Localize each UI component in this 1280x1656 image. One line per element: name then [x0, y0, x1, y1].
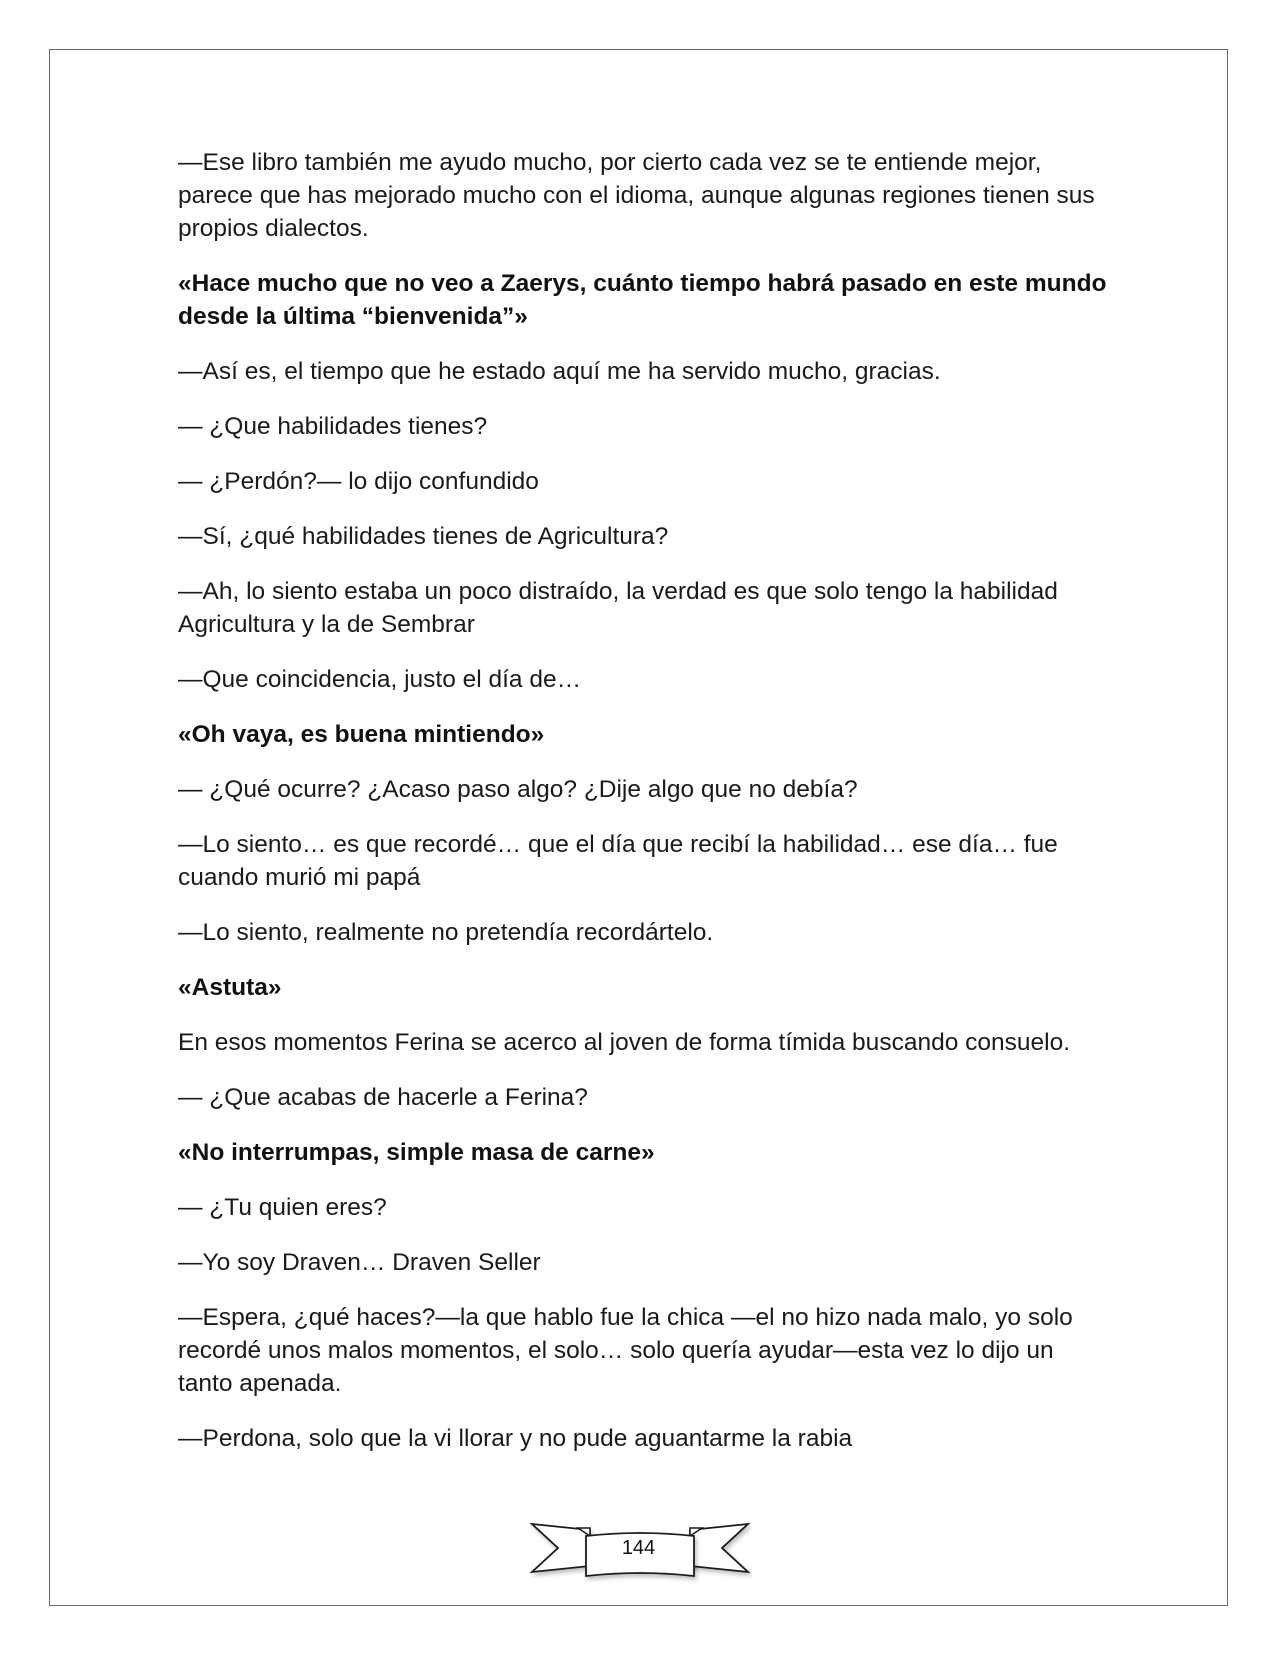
paragraph: —Lo siento, realmente no pretendía recordártelo. — [178, 919, 714, 946]
paragraph: —Que coincidencia, justo el día de… — [178, 666, 582, 693]
thought-paragraph: «Oh vaya, es buena mintiendo» — [178, 721, 545, 748]
page-body — [178, 146, 1113, 1477]
paragraph: —Sí, ¿qué habilidades tienes de Agricultura? — [178, 523, 669, 550]
paragraph: —Perdona, solo que la vi llorar y no pude aguantarme la rabia — [178, 1425, 853, 1452]
paragraph: — ¿Que acabas de hacerle a Ferina? — [178, 1084, 588, 1111]
paragraph: — ¿Que habilidades tienes? — [178, 413, 488, 440]
paragraph: —Lo siento… es que recordé… que el día que recibí la habilidad… ese día… fue cuando murió mi papá — [178, 831, 1058, 891]
thought-paragraph: «No interrumpas, simple masa de carne» — [178, 1139, 655, 1166]
paragraph: — ¿Perdón?— lo dijo confundido — [178, 468, 539, 495]
paragraph: —Espera, ¿qué haces?—la que hablo fue la chica —el no hizo nada malo, yo solo recordé unos malos momentos, el solo… solo quería ayudar—esta vez lo dijo un tanto apenada. — [178, 1304, 1073, 1397]
paragraph: — ¿Qué ocurre? ¿Acaso paso algo? ¿Dije algo que no debía? — [178, 776, 858, 803]
paragraph: —Ah, lo siento estaba un poco distraído, la verdad es que solo tengo la habilidad Agricultura y la de Sembrar — [178, 578, 1058, 638]
paragraph: —Así es, el tiempo que he estado aquí me ha servido mucho, gracias. — [178, 358, 941, 385]
paragraph: En esos momentos Ferina se acerco al joven de forma tímida buscando consuelo. — [178, 1029, 1071, 1056]
thought-paragraph: «Astuta» — [178, 974, 282, 1001]
paragraph: — ¿Tu quien eres? — [178, 1194, 387, 1221]
page-number: 144 — [621, 1537, 656, 1559]
paragraph: —Ese libro también me ayudo mucho, por cierto cada vez se te entiende mejor, parece que has mejorado mucho con el idioma, aunque algunas regiones tienen sus propios dialectos. — [178, 149, 1095, 242]
thought-paragraph: «Hace mucho que no veo a Zaerys, cuánto tiempo habrá pasado en este mundo desde la última “bienvenida”» — [178, 270, 1107, 330]
paragraph: —Yo soy Draven… Draven Seller — [178, 1249, 541, 1276]
